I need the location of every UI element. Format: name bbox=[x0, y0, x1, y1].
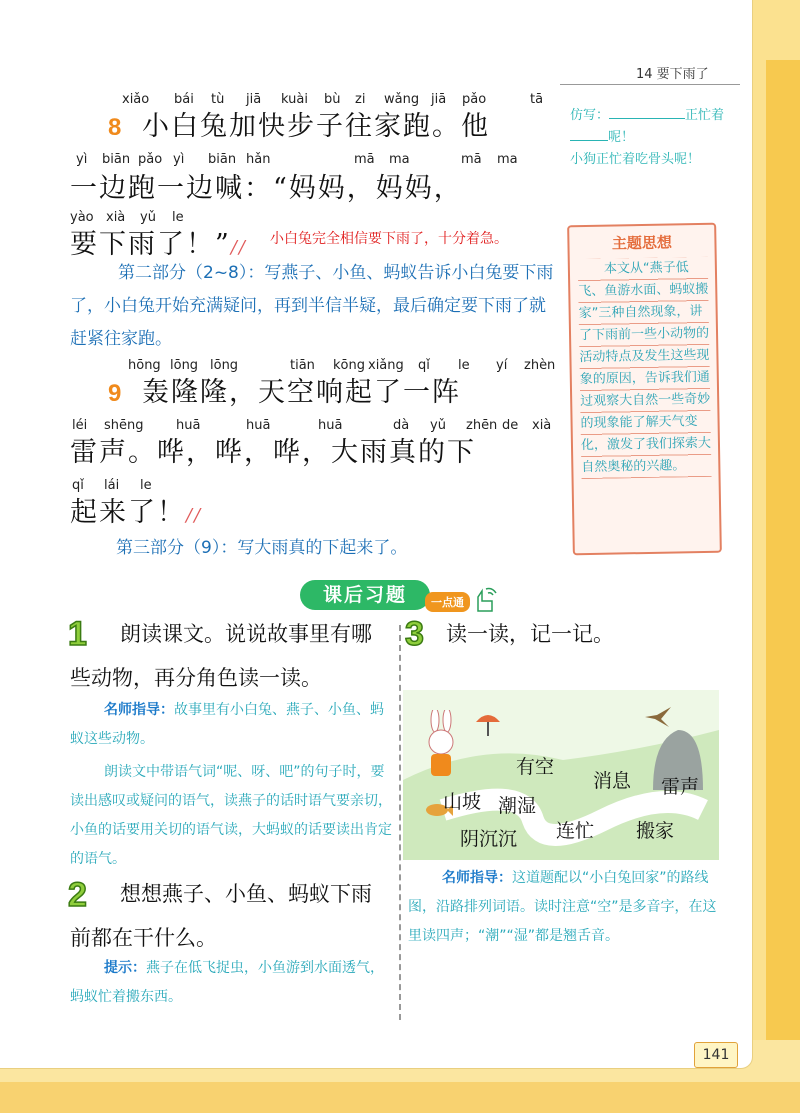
exercise-1-guide bbox=[70, 696, 392, 754]
vocab-word: 阴沉沉 bbox=[460, 828, 518, 850]
copy-example: 小狗正忙着吃骨头呢！ bbox=[570, 152, 701, 167]
pinyin-syllable: lōng bbox=[210, 358, 239, 373]
paragraph-8-line-2: 一边跑一边喊：“妈妈，妈妈， bbox=[70, 173, 463, 204]
vocab-word: 潮湿 bbox=[498, 795, 537, 817]
vocab-word: 搬家 bbox=[636, 820, 675, 842]
pinyin-syllable: xiǎng bbox=[368, 358, 404, 373]
paragraph-text: 要下雨了！” bbox=[70, 229, 231, 260]
pinyin-syllable: tā bbox=[530, 92, 544, 107]
pinyin-syllable: jiā bbox=[431, 92, 447, 107]
pinyin-syllable: biān bbox=[102, 152, 131, 167]
pinyin-syllable: xiǎo bbox=[122, 92, 150, 107]
paragraph-text: 轰隆隆，天空响起了一阵 bbox=[141, 377, 461, 408]
section-break-mark: // bbox=[186, 505, 203, 526]
vocab-word: 山坡 bbox=[443, 791, 482, 813]
exercise-1-guide-2: 朗读文中带语气词“呢、呀、吧”的句子时，要读出感叹或疑问的语气，读燕子的话时语气要亲切，小鱼的话要用关切的语气读，大蚂蚁的话要读出肯定的语气。 bbox=[70, 764, 392, 867]
exercise-number: 2 bbox=[68, 876, 87, 914]
hint-label: 提示： bbox=[104, 960, 146, 976]
exercise-2-hint bbox=[70, 954, 392, 1012]
page-edge-right-shade bbox=[766, 60, 800, 1113]
paragraph-number: 9 bbox=[108, 380, 124, 407]
route-illustration bbox=[403, 690, 719, 860]
copy-label: 仿写： bbox=[570, 108, 610, 123]
pinyin-syllable: huā bbox=[318, 418, 343, 433]
paragraph-text: 小白兔加快步子往家跑。他 bbox=[141, 111, 490, 142]
guide-text: 这道题配以“小白兔回家”的路线图，沿路排列词语。读时注意“空”是多音字，在这里读四声；“潮”“湿”都是翘舌音。 bbox=[408, 870, 717, 944]
pinyin-syllable: kōng bbox=[333, 358, 365, 373]
theme-body: 本文从“燕子低飞、鱼游水面、蚂蚁搬家”三种自然现象，讲了下雨前一些小动物的活动特点及发生这些现象的原因，告诉我们通过观察大自然一些奇妙的现象能了解天气变化，激发了我们探索大自然奥秘的兴趣。 bbox=[578, 257, 712, 479]
blank-line bbox=[570, 128, 608, 141]
exercise-3-text: 读一读，记一记。 bbox=[446, 622, 614, 646]
exercises-banner bbox=[300, 580, 430, 610]
exercise-2-text: 想想燕子、小鱼、蚂蚁下雨前都在干什么。 bbox=[70, 882, 372, 950]
rabbit-icon bbox=[415, 710, 475, 790]
pinyin-syllable: yì bbox=[173, 152, 185, 167]
pinyin-syllable: le bbox=[140, 478, 152, 493]
exercise-1-text: 朗读课文。说说故事里有哪些动物，再分角色读一读。 bbox=[70, 622, 372, 690]
part-2-summary: 第二部分（2~8）：写燕子、小鱼、蚂蚁告诉小白兔要下雨了，小白兔开始充满疑问，再到半信半疑，最后确定要下雨了就赶紧往家跑。 bbox=[70, 263, 554, 349]
pinyin-syllable: qǐ bbox=[418, 358, 430, 373]
vocab-word: 雷声 bbox=[661, 776, 700, 798]
pinyin-syllable: bái bbox=[174, 92, 194, 107]
pinyin-syllable: qǐ bbox=[72, 478, 84, 493]
pinyin-syllable: tiān bbox=[290, 358, 315, 373]
pinyin-syllable: de bbox=[502, 418, 519, 433]
page-number: 141 bbox=[694, 1042, 738, 1068]
paragraph-9-line-2: 雷声。哗，哗，哗，大雨真的下 bbox=[70, 437, 476, 468]
pinyin-syllable: bù bbox=[324, 92, 341, 107]
paragraph-text: 起来了！ bbox=[70, 497, 186, 528]
pointing-hand-icon bbox=[470, 585, 500, 615]
pinyin-syllable: zhēn bbox=[466, 418, 498, 433]
banner-text: 课后习题 bbox=[322, 584, 407, 606]
copy-end: 呢！ bbox=[608, 130, 635, 145]
pinyin-syllable: wǎng bbox=[384, 92, 420, 107]
pinyin-syllable: pǎo bbox=[462, 92, 487, 107]
paragraph-number: 8 bbox=[108, 114, 124, 141]
pinyin-syllable: tù bbox=[211, 92, 225, 107]
lesson-header: 14 要下雨了 bbox=[636, 67, 709, 82]
pinyin-syllable: yí bbox=[496, 358, 508, 373]
pinyin-syllable: mā bbox=[461, 152, 482, 167]
header-rule bbox=[560, 84, 740, 85]
pinyin-syllable: lái bbox=[104, 478, 120, 493]
theme-title: 主题思想 bbox=[611, 233, 673, 253]
pinyin-syllable: dà bbox=[393, 418, 410, 433]
pinyin-syllable: mā bbox=[354, 152, 375, 167]
pinyin-syllable: yào bbox=[70, 210, 94, 225]
part-3-summary: 第三部分（9）：写大雨真的下起来了。 bbox=[116, 538, 408, 558]
pinyin-syllable: shēng bbox=[104, 418, 144, 433]
pinyin-syllable: hōng bbox=[128, 358, 161, 373]
exercise-number: 3 bbox=[405, 615, 424, 653]
pinyin-syllable: jiā bbox=[246, 92, 262, 107]
annotation-note: 小白兔完全相信要下雨了，十分着急。 bbox=[270, 231, 508, 247]
pinyin-syllable: xià bbox=[532, 418, 552, 433]
pinyin-syllable: huā bbox=[176, 418, 201, 433]
pinyin-syllable: zhèn bbox=[524, 358, 556, 373]
page-edge-bottom-shade bbox=[0, 1082, 800, 1113]
pinyin-syllable: pǎo bbox=[138, 152, 163, 167]
exercise-3-guide bbox=[408, 864, 730, 951]
pinyin-syllable: yǔ bbox=[430, 418, 446, 433]
theme-card bbox=[567, 223, 722, 556]
guide-label: 名师指导： bbox=[104, 702, 174, 718]
pinyin-syllable: zi bbox=[355, 92, 366, 107]
pinyin-syllable: léi bbox=[72, 418, 88, 433]
paragraph-9-line-1 bbox=[108, 370, 461, 409]
vocab-word: 消息 bbox=[593, 770, 632, 792]
guide-text: 故事里有小白兔、燕子、小鱼、蚂蚁这些动物。 bbox=[70, 702, 384, 747]
pinyin-syllable: le bbox=[458, 358, 470, 373]
column-divider bbox=[399, 625, 401, 1020]
pinyin-syllable: hǎn bbox=[246, 152, 271, 167]
pinyin-syllable: kuài bbox=[281, 92, 308, 107]
section-break-mark: // bbox=[230, 237, 247, 258]
exercise-number: 1 bbox=[68, 615, 87, 653]
vocab-word: 有空 bbox=[516, 756, 555, 778]
paragraph-8-line-1 bbox=[108, 104, 490, 143]
pinyin-syllable: ma bbox=[389, 152, 410, 167]
imitation-writing bbox=[570, 105, 735, 171]
guide-label: 名师指导： bbox=[442, 870, 512, 886]
pinyin-syllable: yì bbox=[76, 152, 88, 167]
pinyin-syllable: lōng bbox=[170, 358, 199, 373]
pinyin-syllable: huā bbox=[246, 418, 271, 433]
paragraph-8-line-3 bbox=[70, 222, 247, 261]
umbrella-icon bbox=[473, 708, 503, 738]
pinyin-syllable: yǔ bbox=[140, 210, 156, 225]
paragraph-9-line-3 bbox=[70, 490, 202, 529]
pinyin-syllable: xià bbox=[106, 210, 126, 225]
swallow-icon bbox=[643, 705, 673, 729]
pinyin-syllable: le bbox=[172, 210, 184, 225]
pinyin-syllable: ma bbox=[497, 152, 518, 167]
copy-mid: 正忙着 bbox=[685, 108, 725, 123]
blank-line bbox=[609, 106, 685, 119]
hint-text: 燕子在低飞捉虫，小鱼游到水面透气，蚂蚁忙着搬东西。 bbox=[70, 960, 384, 1005]
exercises-badge: 一点通 bbox=[425, 592, 470, 612]
pinyin-syllable: biān bbox=[208, 152, 237, 167]
vocab-word: 连忙 bbox=[556, 820, 595, 842]
